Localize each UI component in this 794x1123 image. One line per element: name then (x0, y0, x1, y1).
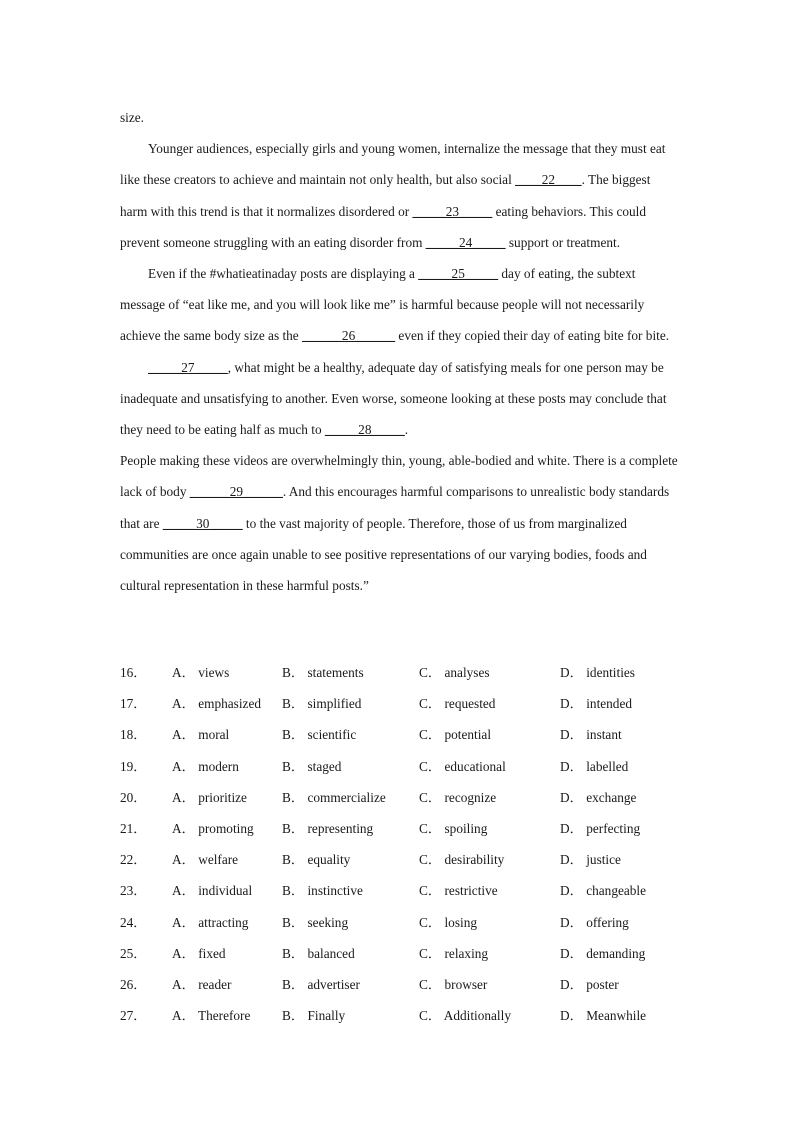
option-c: C． relaxing (419, 945, 489, 961)
option-a: A． promoting (172, 820, 254, 836)
question-row (120, 875, 680, 906)
paragraph-text: to the vast majority of people. Therefore, those of us from marginalized communities are once again unable to see positive representations of our varying bodies, foods and cultural representation in these harmful posts.” (120, 515, 647, 594)
paragraph (120, 445, 680, 601)
paragraph-text: size. (120, 110, 144, 125)
question-row (120, 844, 680, 875)
question-row (120, 938, 680, 969)
paragraph-text: Younger audiences, especially girls and young women, internalize the message that they must eat like these creators to achieve and maintain not only health, but also social (120, 141, 666, 188)
question-row (120, 719, 680, 750)
question-number: 23． (120, 883, 147, 899)
option-a: A． attracting (172, 914, 249, 930)
option-c: C． desirability (419, 852, 505, 868)
option-a: A． welfare (172, 852, 239, 868)
option-a: A． moral (172, 727, 230, 743)
option-b: B． staged (282, 758, 342, 774)
paragraph-text: People making these videos are overwhelmingly thin, young, able-bodied and white. There is a complete lack of body (120, 453, 678, 500)
option-a: A． modern (172, 758, 239, 774)
option-b: B． seeking (282, 914, 349, 930)
question-number: 24． (120, 914, 147, 930)
option-d: D． instant (560, 727, 622, 743)
option-a: A． reader (172, 976, 232, 992)
cloze-passage (120, 102, 680, 601)
option-d: D． offering (560, 914, 629, 930)
option-b: B． simplified (282, 696, 362, 712)
paragraph-text: Even if the #whatieatinaday posts are displaying a (148, 266, 419, 282)
option-a: A． prioritize (172, 789, 247, 805)
blank-25: _____25_____ (418, 266, 499, 282)
paragraph-text: even if they copied their day of eating bite for bite. (395, 328, 670, 344)
question-number: 22． (120, 852, 147, 868)
option-c: C． recognize (419, 789, 497, 805)
option-b: B． equality (282, 852, 351, 868)
question-row (120, 813, 680, 844)
question-row (120, 751, 680, 782)
option-c: C． spoiling (419, 820, 488, 836)
option-a: A． emphasized (172, 696, 261, 712)
option-c: C． losing (419, 914, 477, 930)
option-b: B． balanced (282, 945, 355, 961)
paragraph-text: support or treatment. (505, 234, 621, 250)
blank-30: _____30_____ (162, 515, 243, 531)
option-d: D． changeable (560, 883, 647, 899)
option-d: D． Meanwhile (560, 1008, 647, 1024)
option-c: C． potential (419, 727, 492, 743)
question-number: 25． (120, 945, 147, 961)
option-b: B． commercialize (282, 789, 386, 805)
option-c: C． browser (419, 976, 488, 992)
paragraph (120, 352, 680, 446)
question-number: 21． (120, 820, 147, 836)
option-b: B． advertiser (282, 976, 360, 992)
option-a: A． individual (172, 883, 253, 899)
option-c: C． educational (419, 758, 506, 774)
option-b: B． statements (282, 665, 364, 680)
answer-options (120, 657, 680, 1031)
blank-29: ______29______ (189, 484, 283, 500)
paragraph-text: . And this encourages harmful comparisons to unrealistic body standards that are (120, 484, 670, 531)
question-number: 20． (120, 789, 147, 805)
option-d: D． labelled (560, 758, 629, 774)
paragraph (120, 133, 680, 258)
question-row (120, 782, 680, 813)
option-d: D． poster (560, 976, 619, 992)
question-number: 27． (120, 1008, 147, 1024)
option-d: D． perfecting (560, 820, 641, 836)
paragraph (120, 258, 680, 352)
option-b: B． scientific (282, 727, 357, 743)
blank-23: _____23_____ (412, 203, 493, 219)
blank-24: _____24_____ (425, 234, 506, 250)
option-b: B． representing (282, 820, 374, 836)
paragraph-fragment (120, 102, 680, 133)
option-b: B． Finally (282, 1008, 346, 1024)
question-number: 19． (120, 758, 147, 774)
option-d: D． demanding (560, 945, 646, 961)
paragraph-text: day of eating, the subtext message of “eat like me, and you will look like me” is harmful because people will not necessarily achieve the same body size as the (120, 266, 645, 344)
question-row (120, 688, 680, 719)
option-c: C． Additionally (419, 1008, 511, 1024)
option-d: D． exchange (560, 789, 637, 805)
paragraph-text: . (404, 422, 409, 438)
option-c: C． requested (419, 696, 496, 712)
option-a: A． Therefore (172, 1008, 251, 1024)
blank-26: ______26______ (302, 328, 396, 344)
option-a: A． fixed (172, 945, 226, 961)
option-c: C． restrictive (419, 883, 498, 899)
blank-28: _____28_____ (324, 422, 405, 438)
option-d: D． justice (560, 852, 621, 868)
blank-27: _____27_____ (148, 359, 228, 375)
question-row (120, 907, 680, 938)
paragraph-text: , what might be a healthy, adequate day of satisfying meals for one person may be inadequate and unsatisfying to another. Even worse, someone looking at these posts may conclude that they need to be eating half as much to (120, 359, 667, 438)
option-b: B． instinctive (282, 883, 363, 899)
option-d: D． intended (560, 696, 633, 712)
paragraph-text: eating behaviors. This could prevent someone struggling with an eating disorder from (120, 203, 646, 250)
option-a: A． views (172, 665, 230, 680)
question-row (120, 969, 680, 1000)
question-number: 26． (120, 976, 147, 992)
question-row (120, 1000, 680, 1031)
paragraph-text: . The biggest harm with this trend is that it normalizes disordered or (120, 172, 651, 219)
question-number: 17． (120, 696, 147, 712)
blank-22: ____22____ (515, 172, 582, 188)
question-row (120, 657, 680, 688)
question-number: 18． (120, 727, 147, 743)
option-c: C． analyses (419, 665, 490, 680)
option-d: D． identities (560, 665, 635, 680)
question-number: 16． (120, 665, 147, 680)
